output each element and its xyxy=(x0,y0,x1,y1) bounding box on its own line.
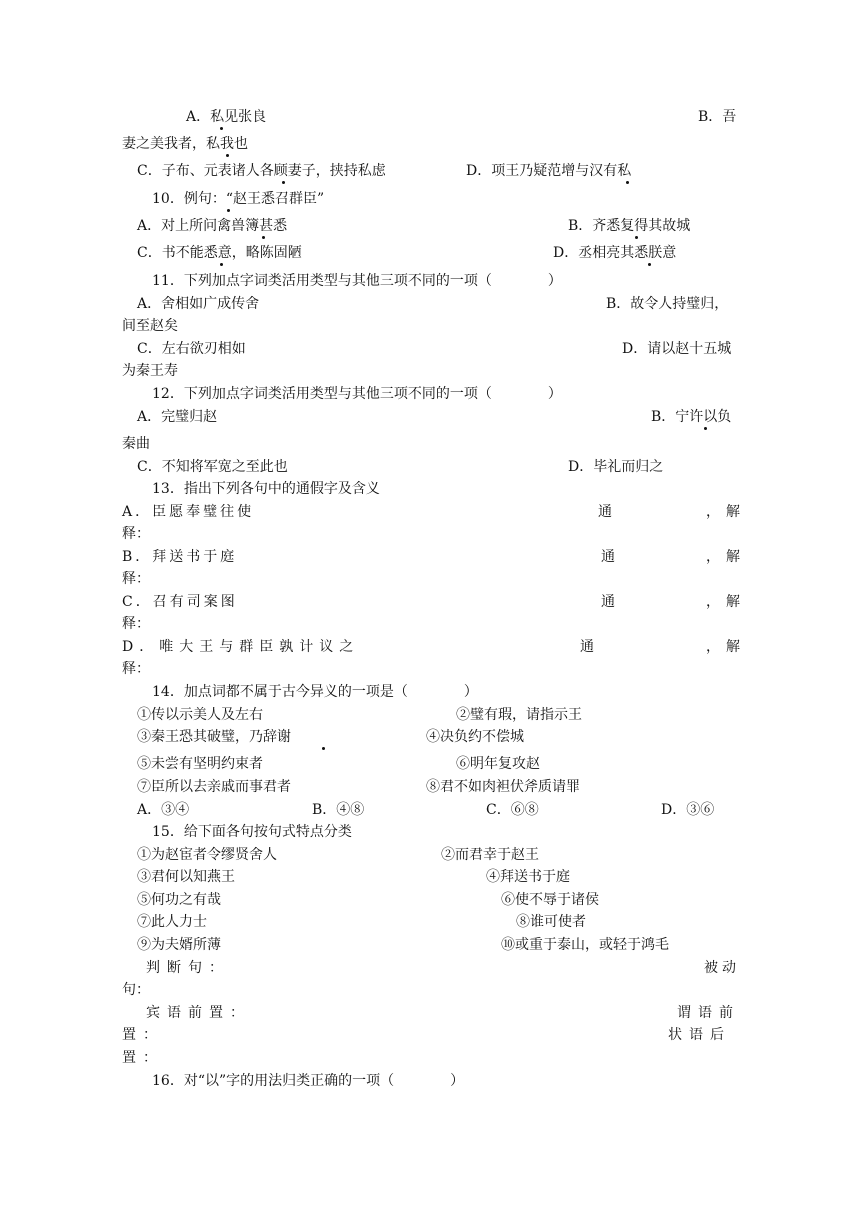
q14-item-1: ①传以示美人及左右 xyxy=(137,707,263,723)
q11-option-d: D．请以赵十五城 xyxy=(622,341,732,357)
emphasis-dot xyxy=(214,243,228,263)
q15-zhi-label: 置： xyxy=(122,1027,164,1043)
q14-item-8: ⑧君不如肉袒伏斧质请罪 xyxy=(426,779,580,795)
emphasis-dot xyxy=(642,243,656,263)
q14-item-5: ⑤未尝有坚明约束者 xyxy=(137,756,263,772)
q14-item-7: ⑦臣所以去亲戚而事君者 xyxy=(137,779,291,795)
q15-item-3: ③君何以知燕王 xyxy=(137,869,235,885)
q15-zhi2-label: 置： xyxy=(122,1050,164,1066)
q13-item-c: C．召有司案图 xyxy=(122,594,238,610)
q13-b-tong: 通 xyxy=(601,549,615,565)
q14-item-3: ③秦王恐其破璧，乃辞谢 xyxy=(137,729,291,745)
q12-stem: 12．下列加点字词类活用类型与其他三项不同的一项（ ） xyxy=(152,386,562,402)
emphasis-dot xyxy=(221,189,235,209)
q10-option-d: D．丞相亮其悉朕意 xyxy=(553,245,677,261)
emphasis-dot xyxy=(220,134,234,154)
emphasis-dot xyxy=(316,727,330,747)
q12-option-a: A．完璧归赵 xyxy=(137,409,218,425)
emphasis-dot xyxy=(698,407,712,427)
q9-option-b: B．吾 xyxy=(698,109,737,125)
q15-item-8: ⑧谁可使者 xyxy=(516,914,586,930)
q11-option-c: C．左右欲刃相如 xyxy=(137,341,246,357)
q13-b-shi: 释： xyxy=(122,571,150,587)
q13-item-d: D．唯大王与群臣孰计议之 xyxy=(122,639,360,655)
q15-item-6: ⑥使不辱于诸侯 xyxy=(501,892,599,908)
q14-item-2: ②璧有瑕，请指示王 xyxy=(456,707,582,723)
q11-option-b-continued: 间至赵矣 xyxy=(122,318,178,334)
emphasis-dot xyxy=(214,107,228,127)
q15-item-2: ②而君幸于赵王 xyxy=(441,847,539,863)
q9-option-b-continued xyxy=(122,134,248,154)
q11-option-a: A．舍相如广成传舍 xyxy=(137,296,260,312)
q13-d-jie: ，解 xyxy=(706,639,746,655)
q10-stem: 10．例句：“赵王悉召群臣” xyxy=(152,191,325,207)
q15-beidong-label: 被动 xyxy=(704,960,740,976)
q9-option-b-text: 妻之美我者，私我也 xyxy=(122,136,248,152)
q9-option-d: D．项王乃疑范增与汉有私 xyxy=(466,163,632,179)
q15-weiyu-label: 谓语前 xyxy=(677,1005,740,1021)
q13-a-shi: 释： xyxy=(122,526,150,542)
q13-c-shi: 释： xyxy=(122,616,150,632)
q9-option-c: C．子布、元表诸人各顾妻子，挟持私虑 xyxy=(137,163,386,179)
q14-option-a: A．③④ xyxy=(137,802,190,818)
q13-stem: 13．指出下列各句中的通假字及含义 xyxy=(152,481,380,497)
q13-item-a: A．臣愿奉璧往使 xyxy=(122,504,255,520)
q12-option-b-continued: 秦曲 xyxy=(122,436,150,452)
q12-option-c: C．不知将军宽之至此也 xyxy=(137,459,288,475)
q11-stem: 11．下列加点字词类活用类型与其他三项不同的一项（ ） xyxy=(152,273,562,289)
q10-option-b: B．齐悉复得其故城 xyxy=(568,218,691,234)
q16-stem: 16．对“以”字的用法归类正确的一项（ ） xyxy=(152,1073,465,1089)
q13-a-jie: ，解 xyxy=(706,504,746,520)
q11-option-d-continued: 为秦王寿 xyxy=(122,363,178,379)
q13-d-tong: 通 xyxy=(580,639,594,655)
q14-item-4: ④决负约不偿城 xyxy=(426,729,524,745)
q12-option-d: D．毕礼而归之 xyxy=(568,459,664,475)
q14-option-d: D．③⑥ xyxy=(661,802,715,818)
q15-item-5: ⑤何功之有哉 xyxy=(137,892,221,908)
q15-item-4: ④拜送书于庭 xyxy=(486,869,570,885)
q15-item-9: ⑨为夫婿所薄 xyxy=(137,937,221,953)
q13-c-jie: ，解 xyxy=(706,594,746,610)
q15-panduan-label: 判断句： xyxy=(146,960,230,976)
q13-d-shi: 释： xyxy=(122,661,150,677)
q14-stem: 14．加点词都不属于古今异义的一项是（ ） xyxy=(152,684,478,700)
q14-option-b: B．④⑧ xyxy=(312,802,365,818)
q15-zhuangyu-label: 状语后 xyxy=(668,1027,731,1043)
q15-item-7: ⑦此人力士 xyxy=(137,914,207,930)
q10-option-c: C．书不能悉意，略陈固陋 xyxy=(137,245,302,261)
emphasis-dot xyxy=(629,216,643,236)
q11-option-b: B．故令人持璧归， xyxy=(606,296,729,312)
q15-item-1: ①为赵宦者令缪贤舍人 xyxy=(137,847,277,863)
emphasis-dot xyxy=(620,161,634,181)
q15-item-10: ⑩或重于泰山，或轻于鸿毛 xyxy=(501,937,669,953)
q13-a-tong: 通 xyxy=(598,504,612,520)
q14-option-c: C．⑥⑧ xyxy=(486,802,539,818)
q9-option-a: A．私见张良 xyxy=(186,109,267,125)
q14-item-6: ⑥明年复攻赵 xyxy=(456,756,540,772)
emphasis-dot xyxy=(276,161,290,181)
q15-binyu-label: 宾语前置： xyxy=(146,1005,251,1021)
q10-option-a: A．对上所问禽兽簿甚悉 xyxy=(137,218,288,234)
q15-ju-label: 句： xyxy=(122,982,150,998)
q12-option-b: B．宁许以负 xyxy=(651,409,732,425)
emphasis-dot xyxy=(256,216,270,236)
q13-c-tong: 通 xyxy=(601,594,615,610)
q15-stem: 15．给下面各句按句式特点分类 xyxy=(152,824,352,840)
q13-b-jie: ，解 xyxy=(706,549,746,565)
q13-item-b: B．拜送书于庭 xyxy=(122,549,238,565)
